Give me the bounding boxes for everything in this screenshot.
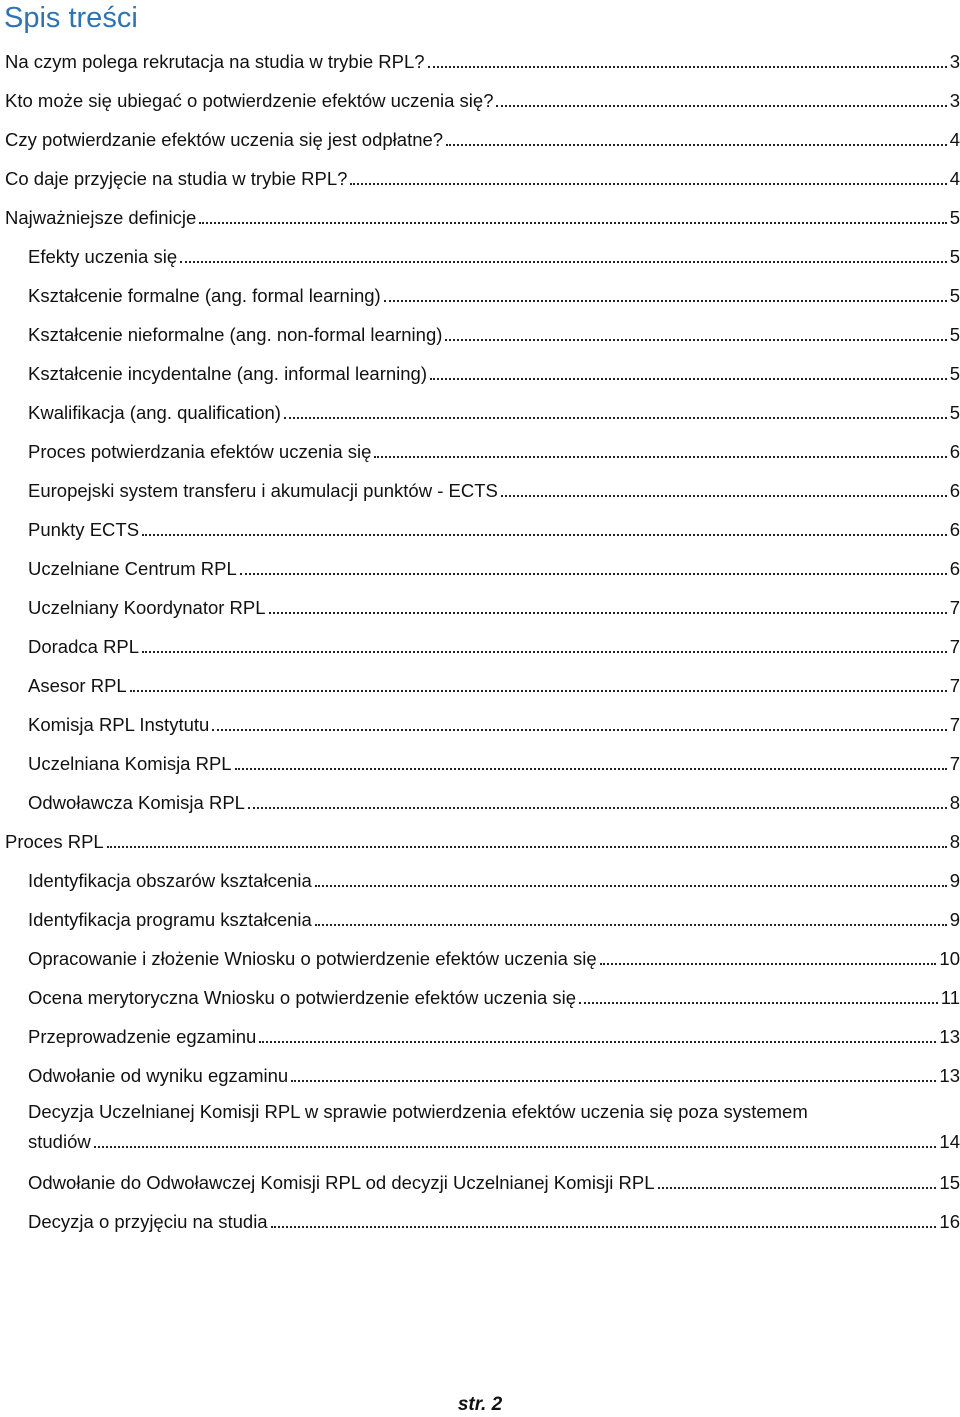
toc-entry-page: 7 [949, 597, 960, 618]
toc-entry-page: 16 [939, 1211, 960, 1232]
toc-entry[interactable] [0, 37, 960, 76]
dot-leader [240, 573, 947, 575]
toc-entry-text: Proces potwierdzania efektów uczenia się [28, 441, 372, 462]
toc-entry[interactable] [0, 466, 960, 505]
toc-entry-page: 5 [949, 207, 960, 228]
toc-entry-text: Kształcenie incydentalne (ang. informal learning) [28, 363, 427, 384]
toc-entry[interactable] [0, 193, 960, 232]
toc-entry-page: 3 [949, 51, 960, 72]
toc-entry-page: 11 [940, 987, 960, 1008]
dot-leader [374, 456, 946, 458]
toc-entry[interactable] [0, 271, 960, 310]
toc-entry-page: 13 [939, 1065, 960, 1086]
toc-entry-text: Uczelniany Koordynator RPL [28, 597, 266, 618]
toc-entry-page: 7 [949, 753, 960, 774]
toc-entry-page: 10 [939, 948, 960, 969]
dot-leader [271, 1226, 937, 1228]
toc-entry[interactable] [0, 1012, 960, 1051]
toc-entry-text: Odwołanie od wyniku egzaminu [28, 1065, 289, 1086]
dot-leader [235, 768, 947, 770]
dot-leader [445, 339, 946, 341]
toc-entry-text: Odwoławcza Komisja RPL [28, 792, 245, 813]
toc-entry[interactable] [0, 622, 960, 661]
toc-entry[interactable] [0, 544, 960, 583]
dot-leader [600, 963, 937, 965]
toc-entry-text: Odwołanie do Odwoławczej Komisji RPL od decyzji Uczelnianej Komisji RPL [28, 1172, 655, 1193]
toc-entry-text: Decyzja Uczelnianej Komisji RPL w sprawie potwierdzenia efektów uczenia się poza systemem [28, 1101, 808, 1122]
toc-entry-text: Proces RPL [5, 831, 104, 852]
toc-entry-page: 6 [949, 441, 960, 462]
dot-leader [284, 417, 947, 419]
toc-entry-text: Asesor RPL [28, 675, 127, 696]
dot-leader [430, 378, 947, 380]
toc-entry[interactable] [0, 349, 960, 388]
toc-entry-text: Kwalifikacja (ang. qualification) [28, 402, 281, 423]
toc-entry-page: 5 [949, 402, 960, 423]
dot-leader [501, 495, 947, 497]
toc-entry[interactable] [0, 661, 960, 700]
toc-entry-text: Co daje przyjęcie na studia w trybie RPL? [5, 168, 348, 189]
toc-entry-page: 4 [949, 168, 960, 189]
dot-leader [384, 300, 947, 302]
dot-leader [94, 1146, 937, 1148]
toc-entry[interactable] [0, 739, 960, 778]
toc-entry-page: 5 [949, 363, 960, 384]
toc-entry-text: Uczelniana Komisja RPL [28, 753, 232, 774]
dot-leader [658, 1187, 937, 1189]
dot-leader [315, 885, 947, 887]
toc-entry[interactable] [0, 1197, 960, 1236]
toc-entry-page: 5 [949, 324, 960, 345]
dot-leader [212, 729, 946, 731]
toc-entry[interactable] [0, 895, 960, 934]
dot-leader [142, 651, 947, 653]
toc-entry-page: 5 [949, 285, 960, 306]
dot-leader [291, 1080, 936, 1082]
toc-entry-text: Komisja RPL Instytutu [28, 714, 210, 735]
dot-leader [107, 846, 947, 848]
toc-entry-text: Opracowanie i złożenie Wniosku o potwierdzenie efektów uczenia się [28, 948, 597, 969]
dot-leader [496, 105, 946, 107]
toc-entry[interactable] [0, 1158, 960, 1197]
dot-leader [315, 924, 947, 926]
toc-entry-text: Kto może się ubiegać o potwierdzenie efektów uczenia się? [5, 90, 494, 111]
toc-entry[interactable] [0, 700, 960, 739]
toc-entry-page: 15 [939, 1172, 960, 1193]
toc-entry-text: Efekty uczenia się [28, 246, 178, 267]
toc-entry-page: 4 [949, 129, 960, 150]
toc-entry-page: 9 [949, 909, 960, 930]
dot-leader [446, 144, 947, 146]
toc-entry-text: Punkty ECTS [28, 519, 140, 540]
toc-entry-page: 8 [949, 792, 960, 813]
toc-entry[interactable] [0, 934, 960, 973]
toc-entry-page: 13 [939, 1026, 960, 1047]
toc-entry[interactable] [0, 154, 960, 193]
toc-entry-text: Przeprowadzenie egzaminu [28, 1026, 257, 1047]
dot-leader [142, 534, 947, 536]
dot-leader [579, 1002, 938, 1004]
toc-entry[interactable] [0, 778, 960, 817]
toc-entry-page: 6 [949, 558, 960, 579]
toc-entry-page: 6 [949, 519, 960, 540]
page-number: str. 2 [457, 1394, 503, 1415]
toc-entry-text: Identyfikacja programu kształcenia [28, 909, 312, 930]
toc-entry-continuation [28, 1130, 960, 1156]
dot-leader [248, 807, 947, 809]
toc-entry[interactable] [0, 232, 960, 271]
toc-entry[interactable] [0, 310, 960, 349]
toc-entry-text: Identyfikacja obszarów kształcenia [28, 870, 312, 891]
toc-entry[interactable] [0, 817, 960, 856]
toc-entry[interactable] [0, 388, 960, 427]
toc-entry[interactable] [0, 973, 960, 1012]
toc-entry-text: Decyzja o przyjęciu na studia [28, 1211, 268, 1232]
toc-entry-text: Najważniejsze definicje [5, 207, 197, 228]
toc-entry-text: Czy potwierdzanie efektów uczenia się jest odpłatne? [5, 129, 444, 150]
dot-leader [428, 66, 947, 68]
dot-leader [259, 1041, 936, 1043]
toc-entry[interactable] [0, 76, 960, 115]
dot-leader [180, 261, 947, 263]
toc-list [0, 37, 960, 1236]
toc-entry-page: 5 [949, 246, 960, 267]
dot-leader [269, 612, 947, 614]
toc-entry-text: Doradca RPL [28, 636, 140, 657]
toc-entry-text: Uczelniane Centrum RPL [28, 558, 237, 579]
toc-entry-page: 8 [949, 831, 960, 852]
toc-entry-page: 7 [949, 714, 960, 735]
toc-entry-page: 6 [949, 480, 960, 501]
toc-entry-page: 9 [949, 870, 960, 891]
toc-entry-text: Ocena merytoryczna Wniosku o potwierdzenie efektów uczenia się [28, 987, 577, 1008]
toc-entry[interactable] [0, 1090, 960, 1158]
toc-entry-text: Kształcenie nieformalne (ang. non-formal learning) [28, 324, 443, 345]
toc-entry-text: Na czym polega rekrutacja na studia w trybie RPL? [5, 51, 425, 72]
toc-entry-text: Europejski system transferu i akumulacji punktów - ECTS [28, 480, 498, 501]
toc-entry[interactable] [0, 427, 960, 466]
dot-leader [199, 222, 946, 224]
toc-entry[interactable] [0, 583, 960, 622]
toc-entry-page: 7 [949, 675, 960, 696]
toc-entry[interactable] [0, 856, 960, 895]
dot-leader [350, 183, 946, 185]
toc-entry-page: 3 [949, 90, 960, 111]
toc-entry[interactable] [0, 505, 960, 544]
toc-title: Spis treści [4, 2, 138, 34]
toc-entry-page: 7 [949, 636, 960, 657]
toc-entry-text-continuation: studiów [28, 1131, 91, 1152]
dot-leader [130, 690, 947, 692]
toc-entry-page: 14 [939, 1131, 960, 1152]
toc-entry[interactable] [0, 1051, 960, 1090]
toc-entry[interactable] [0, 115, 960, 154]
toc-entry-text: Kształcenie formalne (ang. formal learning) [28, 285, 381, 306]
